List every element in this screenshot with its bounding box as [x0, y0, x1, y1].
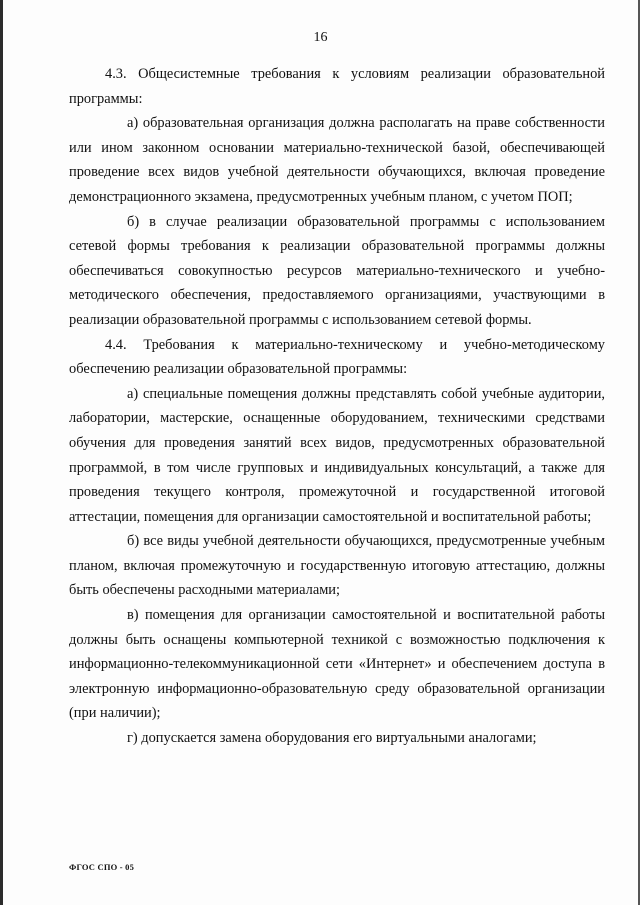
document-footer: ФГОС СПО - 05 — [69, 862, 135, 872]
paragraph-4-3-b: б) в случае реализации образовательной программы с использованием сетевой формы требования к реализации образовательной программы должны обеспечиваться совокупностью ресурсов материально-технического и учебно-методического обеспечения, предоставляемого организациями, участвующими в реализации образовательной программы с использованием сетевой формы. — [69, 213, 605, 328]
paragraph-4-4-b: б) все виды учебной деятельности обучающихся, предусмотренные учебным планом, включая промежуточную и государственную итоговую аттестацию, должны быть обеспечены расходными материалами; — [69, 533, 605, 599]
section-4-3-heading: 4.3. Общесистемные требования к условиям реализации образовательной программы: — [69, 66, 605, 107]
paragraph-4-3-a: а) образовательная организация должна располагать на праве собственности или ином законном основании материально-технической базой, обеспечивающей проведение всех видов учебной деятельности обучающихся, включая проведение демонстрационного экзамена, предусмотренных учебным планом, с учетом ПОП; — [69, 115, 605, 205]
paragraph-4-4-v: в) помещения для организации самостоятельной и воспитательной работы должны быть оснащены компьютерной техникой с возможностью подключения к информационно-телекоммуникационной сети «Интернет» и обеспечением доступа в электронную информационно-образовательную среду образовательной организации (при наличии); — [69, 607, 605, 722]
paragraph-4-4-g: г) допускается замена оборудования его виртуальными аналогами; — [127, 730, 537, 747]
section-4-4-heading: 4.4. Требования к материально-техническому и учебно-методическому обеспечению реализации образовательной программы: — [69, 336, 605, 378]
document-body — [69, 62, 605, 751]
page-number: 16 — [313, 30, 328, 45]
paragraph-4-4-a: а) специальные помещения должны представлять собой учебные аудитории, лаборатории, мастерские, оснащенные оборудованием, техническими средствами обучения для проведения занятий всех видов, предусмотренных образовательной программой, в том числе групповых и индивидуальных консультаций, а также для проведения текущего контроля, промежуточной и государственной итоговой аттестации, помещения для организации самостоятельной и воспитательной работы; — [69, 385, 605, 525]
